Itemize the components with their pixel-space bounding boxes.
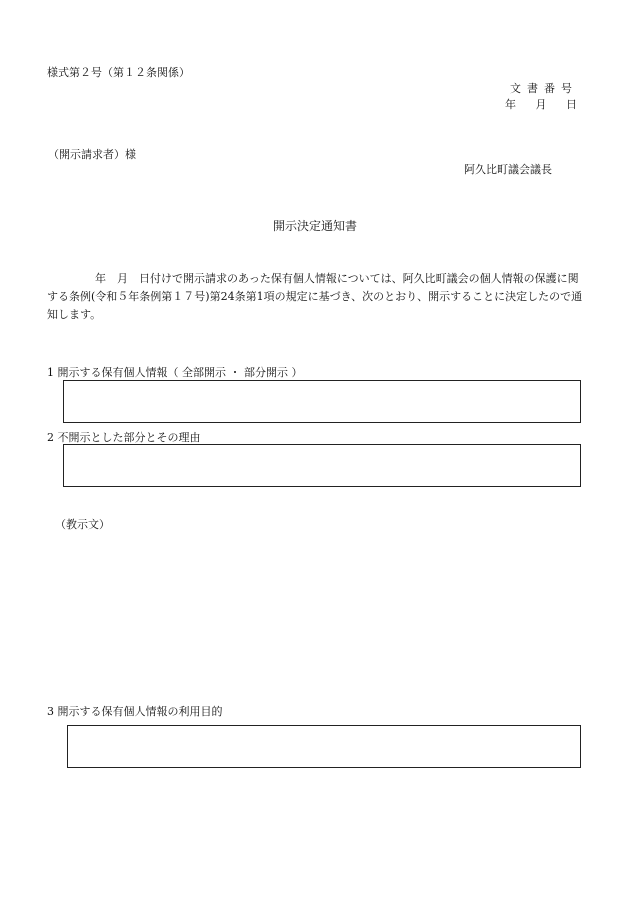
sender-line: 阿久比町議会議長 xyxy=(464,163,552,176)
document-number-label: 文書番号 xyxy=(510,82,578,95)
section-2-input-box[interactable] xyxy=(63,444,581,487)
form-number: 様式第２号（第１２条関係） xyxy=(47,66,190,79)
date-year-label: 年 xyxy=(505,98,517,111)
notice-label: （教示文） xyxy=(55,518,110,531)
section-2-heading: 2 不開示とした部分とその理由 xyxy=(47,431,201,444)
section-1-input-box[interactable] xyxy=(63,380,581,423)
body-paragraph: 年 月 日付けで開示請求のあった保有個人情報については、阿久比町議会の個人情報の保護に関する条例(令和５年条例第１７号)第24条第1項の規定に基づき、次のとおり、開示することに決定したので通知します。 xyxy=(47,272,583,321)
document-date xyxy=(491,96,578,112)
recipient-line: （開示請求者）様 xyxy=(48,148,136,161)
section-1-heading: 1 開示する保有個人情報（ 全部開示 ・ 部分開示 ） xyxy=(47,366,303,379)
section-3-heading: 3 開示する保有個人情報の利用目的 xyxy=(47,705,223,718)
date-day-label: 日 xyxy=(566,98,578,111)
document-title: 開示決定通知書 xyxy=(272,219,357,233)
date-month-label: 月 xyxy=(535,98,548,111)
section-3-input-box[interactable] xyxy=(67,725,581,768)
